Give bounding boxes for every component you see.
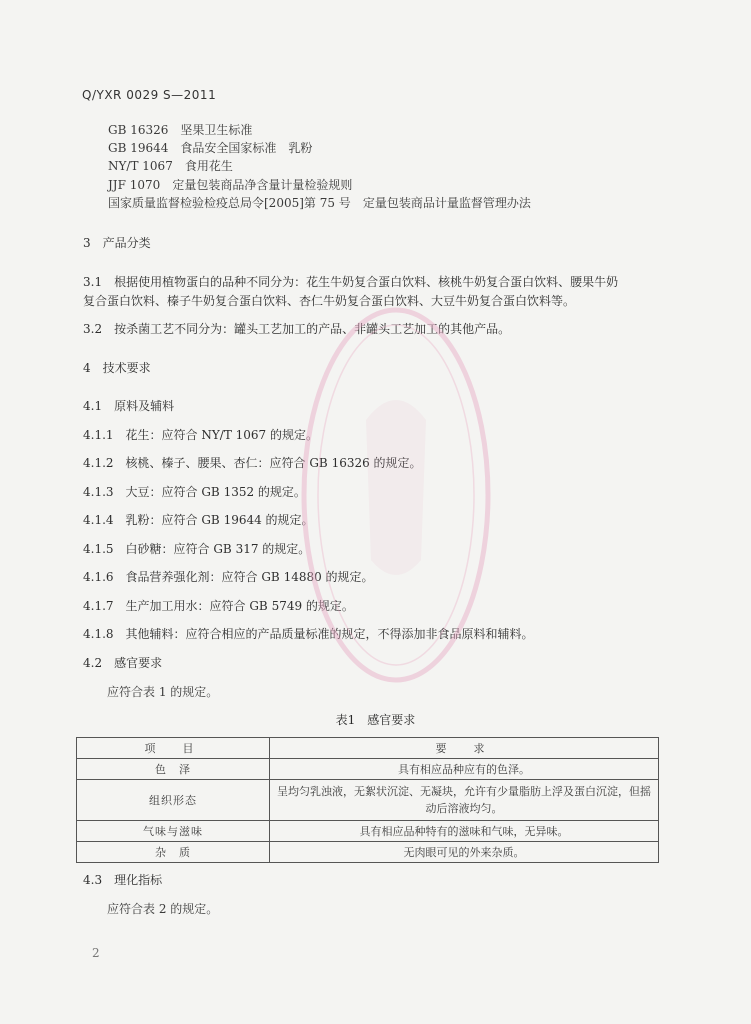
subsection-heading: 4.3 理化指标 bbox=[83, 873, 163, 887]
clause-text: 4.1.1 花生：应符合 NY/T 1067 的规定。 bbox=[83, 428, 318, 442]
row-item: 组织形态 bbox=[77, 780, 270, 821]
clause-text: 复合蛋白饮料、榛子牛奶复合蛋白饮料、杏仁牛奶复合蛋白饮料、大豆牛奶复合蛋白饮料等。 bbox=[83, 294, 576, 308]
table-caption: 表1 感官要求 bbox=[335, 713, 416, 727]
reference-item bbox=[108, 121, 252, 138]
clause-text: 4.1.6 食品营养强化剂：应符合 GB 14880 的规定。 bbox=[83, 570, 374, 584]
sensory-requirements-table bbox=[76, 737, 659, 863]
subsection-heading: 4.2 感官要求 bbox=[83, 656, 163, 670]
reference-title: 坚果卫生标准 bbox=[180, 123, 253, 137]
row-item: 色 泽 bbox=[77, 759, 270, 780]
reference-title: 定量包装商品计量监督管理办法 bbox=[362, 196, 531, 210]
reference-title: 定量包装商品净含量计量检验规则 bbox=[172, 178, 353, 192]
section-heading: 4 技术要求 bbox=[83, 361, 151, 375]
row-requirement: 无肉眼可见的外来杂质。 bbox=[270, 842, 659, 863]
body-text: 应符合表 1 的规定。 bbox=[107, 685, 219, 699]
reference-item bbox=[108, 176, 352, 193]
row-item: 气味与滋味 bbox=[77, 821, 270, 842]
table-row bbox=[77, 842, 659, 863]
table-header-row bbox=[77, 738, 659, 759]
reference-title: 食品安全国家标准 乳粉 bbox=[180, 141, 313, 155]
requirement-line: 动后溶液均匀。 bbox=[425, 802, 503, 815]
clause-text: 3.2 按杀菌工艺不同分为：罐头工艺加工的产品、非罐头工艺加工的其他产品。 bbox=[83, 322, 511, 336]
requirement-line: 呈均匀乳浊液，无絮状沉淀、无凝块，允许有少量脂肪上浮及蛋白沉淀，但摇 bbox=[277, 785, 651, 798]
clause-text: 3.1 根据使用植物蛋白的品种不同分为：花生牛奶复合蛋白饮料、核桃牛奶复合蛋白饮料、腰果牛奶 bbox=[83, 275, 619, 289]
table-row bbox=[77, 759, 659, 780]
clause-text: 4.1.5 白砂糖：应符合 GB 317 的规定。 bbox=[83, 542, 311, 556]
table-row bbox=[77, 780, 659, 821]
reference-item bbox=[108, 139, 312, 156]
header-requirement: 要 求 bbox=[270, 738, 659, 759]
subsection-heading: 4.1 原料及辅料 bbox=[83, 399, 175, 413]
reference-item bbox=[108, 194, 531, 211]
page-number: 2 bbox=[92, 946, 100, 960]
section-heading: 3 产品分类 bbox=[83, 236, 151, 250]
clause-text: 4.1.3 大豆：应符合 GB 1352 的规定。 bbox=[83, 485, 306, 499]
table-row bbox=[77, 821, 659, 842]
reference-code: JJF 1070 bbox=[108, 178, 161, 192]
clause-text: 4.1.4 乳粉：应符合 GB 19644 的规定。 bbox=[83, 513, 314, 527]
row-item: 杂 质 bbox=[77, 842, 270, 863]
row-requirement: 具有相应品种特有的滋味和气味，无异味。 bbox=[270, 821, 659, 842]
clause-text: 4.1.7 生产加工用水：应符合 GB 5749 的规定。 bbox=[83, 599, 354, 613]
reference-code: 国家质量监督检验检疫总局令[2005]第 75 号 bbox=[108, 196, 351, 210]
clause-text: 4.1.2 核桃、榛子、腰果、杏仁：应符合 GB 16326 的规定。 bbox=[83, 456, 422, 470]
reference-item bbox=[108, 157, 233, 174]
clause-text: 4.1.8 其他辅料：应符合相应的产品质量标准的规定，不得添加非食品原料和辅料。 bbox=[83, 627, 534, 641]
row-requirement bbox=[270, 780, 659, 821]
standard-code: Q/YXR 0029 S—2011 bbox=[82, 88, 217, 102]
body-text: 应符合表 2 的规定。 bbox=[107, 902, 219, 916]
reference-title: 食用花生 bbox=[184, 159, 233, 173]
reference-code: NY/T 1067 bbox=[108, 159, 173, 173]
reference-code: GB 19644 bbox=[108, 141, 169, 155]
reference-code: GB 16326 bbox=[108, 123, 169, 137]
header-item: 项 目 bbox=[77, 738, 270, 759]
row-requirement: 具有相应品种应有的色泽。 bbox=[270, 759, 659, 780]
